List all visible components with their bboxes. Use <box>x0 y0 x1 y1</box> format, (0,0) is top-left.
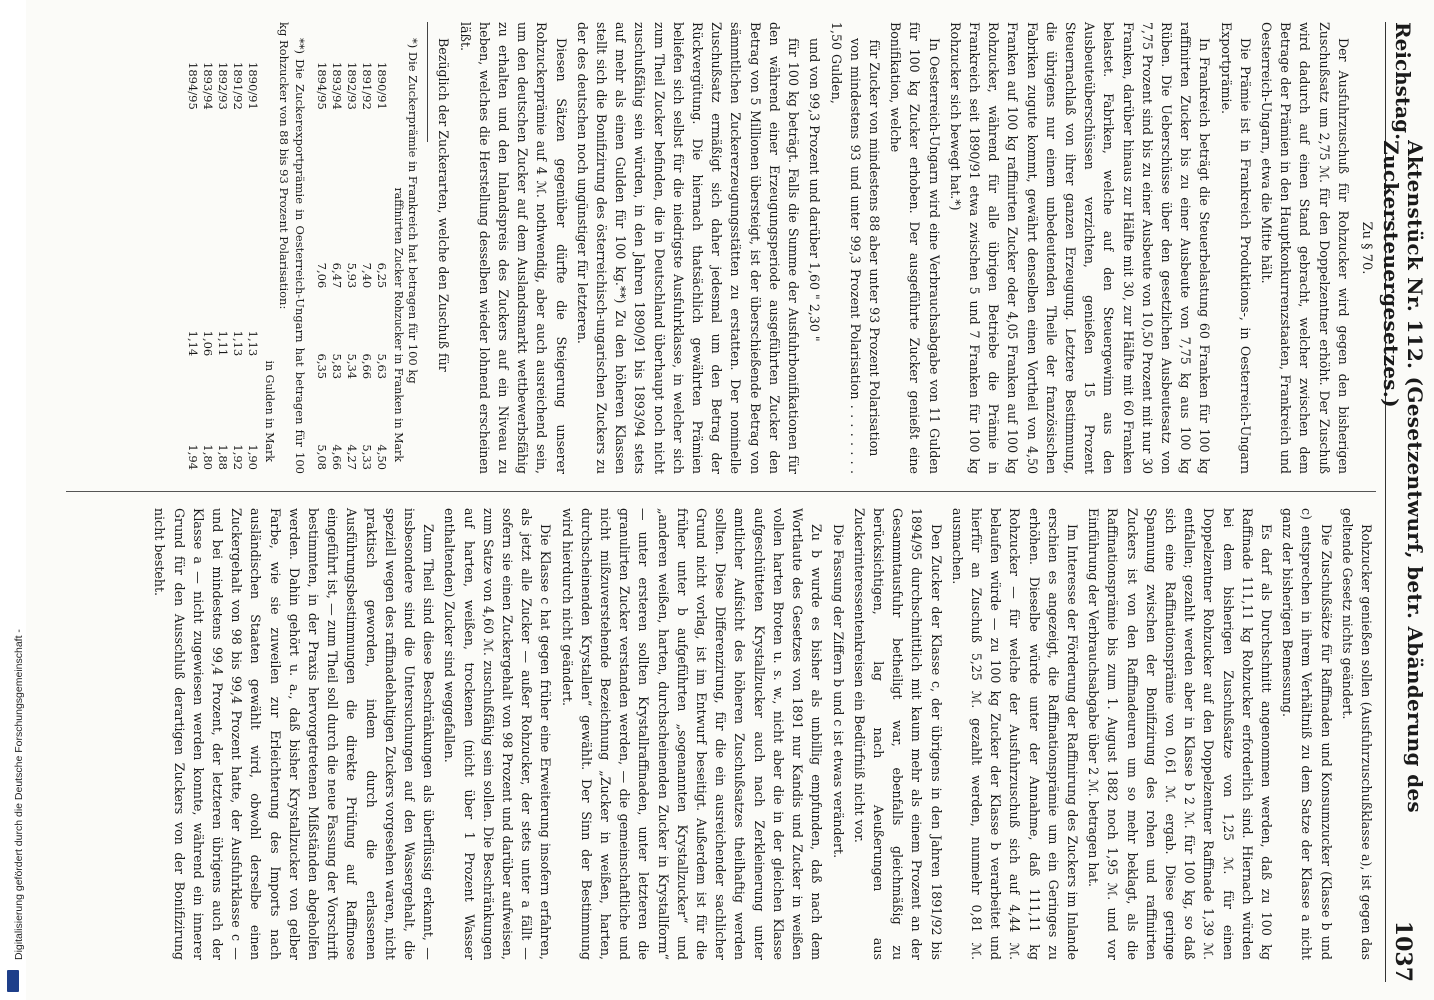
paragraph: In Oesterreich-Ungarn wird eine Verbrauchsabgabe von 11 Gulden für 100 kg Zucker erhoben. Der ausgeführte Zucker genießt eine Bonifikation, welche <box>888 22 942 474</box>
running-header <box>1379 22 1427 982</box>
footnote-france: *) Die Zuckerprämie in Frankreich hat betragen für 100 kg <box>406 38 421 384</box>
paragraph: Im Interesse der Förderung der Raffinirung des Zuckers im Inlande erschien es angezeigt, die Raffinationsprämie um ein Geringes zu erhöhen. Dieselbe würde unter der Annahme, daß 111,11 kg Rohzucker — für welche der Ausfuhrzuschuß sich auf 4,44 ℳ. belaufen würde — zu 100 kg Zucker der Klasse b verarbeitet und hierfür an Zuschuß 5,25 ℳ. gezahlt werden, nunmehr 0,81 ℳ. ausmachen. <box>949 508 1080 960</box>
paragraph: Die Fassung der Ziffern b und c ist etwas verändert. <box>830 524 846 859</box>
footnote-rule <box>427 22 428 142</box>
left-column <box>179 22 1376 474</box>
paragraph: Zu b wurde es bisher als unbillig empfunden, daß nach dem Wortlaute des Gesetzes von 1891 nur Kandis und Zucker in weißen vollen harten Broten u. s. w., nicht aber die in der gleichen Klasse aufgeschütteten Krystallzucker auch nach Zerkleinerung unter amtlicher Aufsicht des höheren Zuschußsatzes theilhaftig werden sollten. Diese Differenzirung, für die ein ausreichender sachlicher Grund nicht vorlag, ist im Entwurf beseitigt. Außerdem ist für die früher unter b aufgeführten „sogenannten Krystallzucker“ und „anderen weißen, harten, durchscheinenden Zucker in Krystallform“ — unter ersteren sollten Krystallraffinaden, unter letzteren die granulirten Zucker verstanden werden, — die gemeinschaftliche und nicht mißzuverstehende Bezeichnung „Zucker in weißen, harten, durchscheinenden Krystallen“ gewählt. Der Sinn der Bestimmung wird hierdurch nicht geändert. <box>559 508 825 960</box>
bonification-row: von mindestens 93 und unter 99,3 Prozent Polarisation . . . . . . . . 1,50 Gulden, <box>828 22 863 474</box>
table-row: 1894/95 7,06 6,35 5,08 <box>315 62 330 470</box>
table-row: 1893/94 6,47 5,83 4,66 <box>330 62 345 470</box>
bonification-title: für Zucker von mindestens 88 aber unter 93 Prozent Polarisation <box>866 39 882 457</box>
paragraph: Den Zucker der Klasse c, der übrigens in den Jahren 1891/92 bis 1894/95 durchschnittlich mit kaum mehr als einem Prozent an der Gesammtausfuhr betheiligt war, ebenfalls gleichmäßig zu berücksichtigen, lag nach Aeußerungen aus Zuckerinteressentenkreisen ein Bedürfniß nicht vor. <box>851 508 944 960</box>
austria-premium-table <box>185 22 260 474</box>
right-column <box>148 508 1376 960</box>
paragraph: Die Prämie ist in Frankreich Produktions-, in Oesterreich-Ungarn Exportprämie. <box>1218 22 1253 474</box>
bonification-row: und von 99,3 Prozent und darüber 1,60 " 2,30 " <box>807 38 823 342</box>
table-row: 1892/93 5,93 5,34 4,27 <box>345 62 360 470</box>
page-number: 1037 <box>1390 920 1416 982</box>
table-row: 1891/92 1,13 1,92 <box>231 62 246 470</box>
column-divider <box>66 491 1376 492</box>
table-row: 1892/93 1,11 1,88 <box>216 62 231 470</box>
table-row: 1891/92 7,40 6,66 5,33 <box>360 62 375 470</box>
paragraph: Es darf als Durchschnitt angenommen werden, daß zu 100 kg Raffinade 111,11 kg Rohzucker erforderlich sind. Hiernach würden bei dem bisherigen Zuschußsatze von 1,25 ℳ. für einen Doppelzentner Rohzucker auf den Doppelzentner Raffinade 1,39 ℳ. entfallen; gezahlt werden aber in Klasse b 2 ℳ. für 100 kg, so daß sich eine Raffinationsprämie von 0,61 ℳ. ergab. Diese geringe Spannung zwischen der Bonifizirung des rohen und raffinirten Zuckers ist von den Raffinadeuren um so mehr beklagt, als die Raffinationsprämie bis zum 1. August 1882 noch 1,95 ℳ. und vor Einführung der Verbrauchsabgabe über 2 ℳ. betragen hat. <box>1086 508 1274 960</box>
section-heading: Zu § 70. <box>1359 221 1374 275</box>
digitization-credit: Digitalisierung gefördert durch die Deutsche Forschungsgemeinschaft - <box>13 629 25 960</box>
paragraph: Diesen Sätzen gegenüber dürfte die Steigerung unserer Rohzuckerprämie auf 4 ℳ. nothwendig, aber auch ausreichend sein, um den deutschen Zucker auf dem Auslandsmarkt wettbewerbsfähig zu erhalten und den Inlandspreis des Zuckers auf ein Niveau zu heben, welches die Herstellung desselben wieder lohnend erscheinen läßt. <box>457 22 569 474</box>
dfg-logo <box>3 968 23 994</box>
digitization-strip <box>0 0 26 1000</box>
paragraph: Rohzucker genießen sollen (Ausfuhrzuschußklasse a), ist gegen das geltende Gesetz nichts geändert. <box>1339 508 1374 960</box>
table-row: 1890/91 6,25 5,63 4,50 <box>375 62 390 470</box>
footnote-austria-columns: in Gulden in Mark <box>263 360 277 462</box>
paragraph: für 100 kg beträgt. Falls die Summe der Ausfuhrbonifikationen für den während einer Erzeugungsperiode ausgeführten Zucker den Betrag von 5 Millionen übersteigt, ist der überschießende Betrag von sämmtlichen Zuckererzeugungsstätten zu erstatten. Der nominelle Zuschußsatz ermäßigt sich daher jedesmal um den Betrag der Rückvergütung. Die hiernach thatsächlich gewährten Prämien beliefen sich selbst für die niedrigste Ausfuhrklasse, in welcher sich zum Theil Zucker befinden, die in Deutschland überhaupt noch nicht zuschußfähig sein würden, in den Jahren 1890/91 bis 1893/94 stets auf mehr als einen Gulden für 100 kg.**) Zu den höheren Klassen stellt sich die Bonifizirung des österreichisch-ungarischen Zuckers zu der des deutschen noch ungünstiger für letzteren. <box>574 22 802 474</box>
rotated-document <box>40 22 1427 982</box>
table-row: 1893/94 1,06 1,80 <box>201 62 216 470</box>
paragraph: In Frankreich beträgt die Steuerbelastung 60 Franken für 100 kg raffinirten Zucker bis zu einer Ausbeute von 7,75 kg aus 100 kg Rüben. Die Ueberschüsse über den gesetzlichen Ausbeutesatz von 7,75 Prozent sind bis zu einer Ausbeute von 10,50 Prozent mit nur 30 Franken, darüber hinaus zur Hälfte mit 30, zur Hälfte mit 60 Franken belastet. Fabriken, welche auf den Steuergewinn aus den Ausbeuteüberschüssen verzichten, genießen 15 Prozent Steuernachlaß von ihrer ganzen Erzeugung. Letztere Bestimmung, die übrigens nur einem unbedeutenden Theile der französischen Fabriken zugute kommt, gewährt denselben einen Vortheil von 4,50 Franken auf 100 kg raffinirten Zucker oder 4,05 Franken auf 100 kg Rohzucker, während für alle übrigen Betriebe die Prämie in Frankreich seit 1890/91 etwa zwischen 5 und 7 Franken für 100 kg Rohzucker sich bewegt hat.*) <box>947 22 1213 474</box>
paragraph: Die Klasse c hat gegen früher eine Erweiterung insofern erfahren, als jetzt alle Zucker — außer Rohzucker, der stets unter a fällt — sofern sie einen Zuckergehalt von 98 Prozent und darüber aufweisen, zum Satze von 4,60 ℳ. zuschußfähig sein sollen. Die Beschränkungen auf harten, weißen, trockenen (nicht über 1 Prozent Wasser enthaltenden) Zucker sind weggefallen. <box>442 508 554 960</box>
france-premium-table <box>314 22 389 474</box>
dfg-logo-mark <box>7 970 19 992</box>
footnote-austria: **) Die Zuckerexportprämie in Oesterreich-Ungarn hat betragen für 100 kg Rohzucker von 88 bis 93 Prozent Polarisation: <box>277 22 308 474</box>
footnote-france-columns: raffinirten Zucker Rohzucker in Franken in Mark <box>392 187 406 462</box>
header-left: Reichstag. <box>1391 22 1415 141</box>
paragraph: Die Zuschußsätze für Raffinaden und Konsumzucker (Klasse b und c) entsprechen in ihrem Verhältniß zu dem Satze der Klasse a nicht ganz der bisherigen Bemessung. <box>1280 508 1334 960</box>
paragraph: Zum Theil sind diese Beschränkungen als überflüssig erkannt, — insbesondere sind die Untersuchungen auf den Wassergehalt, die speziell wegen des raffinadehaltigen Zuckers vorgesehen waren, nicht praktisch geworden, indem durch die erlassenen Ausführungsbestimmungen die direkte Prüfung auf Raffinose eingeführt ist, — zum Theil soll durch die neue Fassung der Vorschrift bestimmten, in der Praxis hervorgetretenen Mißständen abgeholfen werden. Dahin gehört u. a., daß bisher Krystallzucker von gelber Farbe, wie sie zuweilen zur Erleichterung des Imports nach ausländischen Staaten gewählt wird, obwohl derselbe einen Zuckergehalt von 98 bis 99,4 Prozent hatte, der Ausfuhrklasse c — und bei mindestens 99,4 Prozent, der letzteren übrigens auch der Klasse a — nicht zugewiesen werden konnte, während ein innerer Grund für den Ausschluß derartigen Zuckers von der Bonifizirung nicht besteht. <box>152 508 437 960</box>
paragraph: Der Ausfuhrzuschuß für Rohzucker wird gegen den bisherigen Zuschußsatz um 2,75 ℳ. für den Doppelzentner erhöht. Der Zuschuß wird dadurch auf einen Stand gebracht, welcher zwischen dem Betrage der Prämien in den Hauptkonkurrenzstaaten, Frankreich und Oesterreich-Ungarn, etwa die Mitte hält. <box>1258 22 1351 474</box>
paragraph: Bezüglich der Zuckerarten, welche den Zuschuß für <box>436 38 452 372</box>
header-title: Aktenstück Nr. 112. (Gesetzentwurf, betr. Abänderung des Zuckersteuergesetzes.) <box>1379 140 1427 813</box>
table-row: 1894/95 1,14 1,94 <box>186 62 201 470</box>
table-row: 1890/91 1,13 1,90 <box>246 62 261 470</box>
